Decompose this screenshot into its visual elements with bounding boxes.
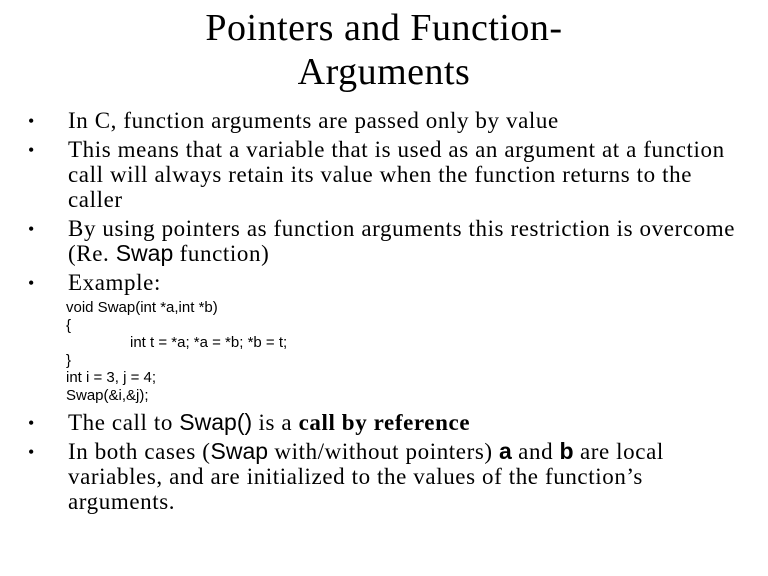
bullet-text: Example: — [68, 270, 161, 295]
variable-a: a — [499, 438, 512, 464]
bullet-item-call-by-reference — [0, 410, 768, 435]
inline-code-swap-call: Swap() — [179, 409, 253, 435]
bullet-icon: • — [28, 219, 35, 239]
bullet-text-pre: By using pointers as function arguments this restriction is overcome (Re. — [68, 216, 736, 266]
inline-code-swap: Swap — [115, 240, 174, 266]
bullet-text-post: function) — [173, 241, 270, 266]
bullet-text-post: are local variables, and are initialized to the values of the function’s arguments. — [68, 439, 664, 514]
code-line: Swap(&i,&j); — [66, 386, 149, 404]
code-line: int t = *a; *a = *b; *b = t; — [130, 334, 288, 351]
bullet-icon: • — [28, 442, 35, 462]
variable-b: b — [559, 438, 574, 464]
code-block — [0, 299, 768, 404]
bullet-text-mid: and — [511, 439, 560, 464]
title-line-1: Pointers and Function- — [205, 7, 563, 49]
bullet-list — [0, 108, 768, 518]
code-line: void Swap(int *a,int *b) — [66, 299, 218, 316]
bullet-item-example — [0, 270, 768, 295]
bullet-text-mid: with/without pointers) — [268, 439, 500, 464]
bold-term: call by reference — [298, 410, 471, 435]
bullet-item-local-variables — [0, 439, 768, 514]
bullet-icon: • — [28, 140, 35, 160]
bullet-item-retain-value — [0, 137, 768, 212]
bullet-icon: • — [28, 273, 35, 293]
code-line: int i = 3, j = 4; — [66, 369, 157, 386]
bullet-item-pass-by-value — [0, 108, 768, 133]
inline-code-swap: Swap — [210, 438, 269, 464]
bullet-text: In C, function arguments are passed only by value — [68, 108, 559, 133]
bullet-text-mid: is a — [252, 410, 299, 435]
bullet-item-pointers-overcome — [0, 216, 768, 266]
bullet-icon: • — [28, 413, 35, 433]
slide-title — [0, 6, 768, 94]
bullet-text: This means that a variable that is used as an argument at a function call will always retain its value when the function returns to the caller — [68, 137, 725, 212]
title-line-2: Arguments — [297, 51, 471, 93]
code-line: { — [66, 316, 72, 334]
bullet-icon: • — [28, 111, 35, 131]
code-line: } — [66, 351, 72, 369]
bullet-text-pre: The call to — [68, 410, 180, 435]
bullet-text-pre: In both cases ( — [68, 439, 211, 464]
